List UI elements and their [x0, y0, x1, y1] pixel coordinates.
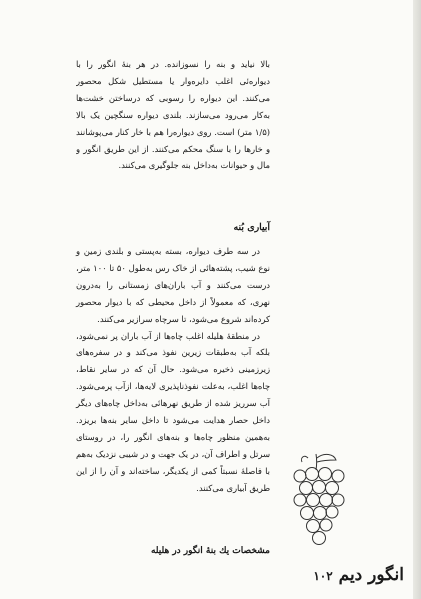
book-title: انگور دیم	[338, 565, 404, 585]
running-head	[270, 565, 404, 586]
paragraph-2: در سه طرف دیواره، بسته به‌پستی و بلندی زمین و نوع شیب، پشته‌هائی از خاک رس به‌طول ۵۰ تا ۱۰۰ متر، درست می‌کنند و آب باران‌های زمستانی را به‌درون نهری، که معمولاً از داخل محیطی که با دیوار محصور کرده‌اند شروع می‌شود، تا سرچاه سرازیر می‌کنند.	[76, 246, 271, 324]
paragraph-3: در منطقهٔ هلیله اغلب چاه‌ها از آب باران پر نمی‌شود، بلکه آب به‌طبقات زیرین نفوذ می‌کند و در سفره‌های زیرزمینی ذخیره می‌شود. حال آن که در سایر نقاط، چاه‌ها اغلب، به‌علت نفوذناپذیری لایه‌ها، ازآب پرمی‌شود. آب سرریز شده از طریق نهرهائی به‌داخل چاه‌های دیگر داخل حصار هدایت می‌شود تا داخل سایر بنه‌ها بریزد. به‌همین منظور چاه‌ها و بنه‌های انگور را، در روستای سرتل و اطراف آن، در یک جهت و در شیبی نزدیک به‌هم با فاصلهٔ نسبتاً کمی از یکدیگر، ساخته‌اند و آن را از این طریق آبیاری می‌کنند.	[76, 330, 270, 493]
page-number: ۱۰۲	[313, 569, 333, 583]
paragraph-1: بالا نیاید و بنه را نسوزانده. در هر بنهٔ انگور را با دیواره‌ئی اغلب دایره‌وار یا مستطیل شکل محصور می‌کنند. این دیواره را رسوبی که درساختن خشت‌ها به‌کار می‌رود می‌سازند. بلندی دیواره سنگچین یک بالا (۱/۵ متر) است. روی دیواره‌را هم با خار کنار می‌پوشانند و خارها را با سنگ محکم می‌کنند. از این طریق انگور و مال و حیوانات به‌داخل بنه جلوگیری می‌کنند.	[76, 59, 270, 171]
subsection-heading: مشخصات یك بنهٔ انگور در هلیله	[150, 546, 270, 556]
text-column	[76, 56, 270, 497]
page-edge	[413, 0, 421, 599]
grape-cluster-icon	[290, 450, 348, 552]
section-heading: آبیاری بُنه	[233, 222, 270, 233]
